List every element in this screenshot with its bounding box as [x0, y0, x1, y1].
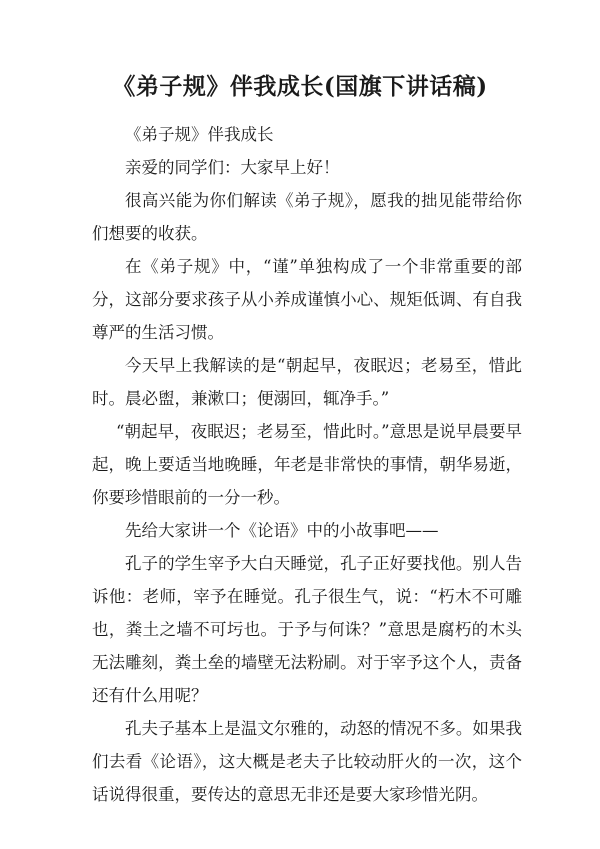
document-body [92, 118, 522, 811]
story-intro-paragraph: 先给大家讲一个《论语》中的小故事吧—— [125, 521, 439, 540]
story-paragraph: 孔子的学生宰予大白天睡觉，孔子正好要找他。别人告诉他：老师，宰予在睡觉。孔子很生气，说：“朽木不可雕也，粪土之墙不可圬也。于予与何诛？”意思是腐朽的木头无法雕刻，粪土垒的墙壁无法粉刷。对于宰予这个人，责备还有什么用呢？ [92, 554, 522, 705]
subtitle-paragraph: 《弟子规》伴我成长 [125, 125, 274, 144]
greeting-paragraph: 亲爱的同学们：大家早上好！ [125, 158, 340, 177]
conclusion-paragraph: 孔夫子基本上是温文尔雅的，动怒的情况不多。如果我们去看《论语》，这大概是老夫子比较动肝火的一次，这个话说得很重，要传达的意思无非还是要大家珍惜光阴。 [92, 719, 522, 804]
jin-paragraph: 在《弟子规》中，“谨”单独构成了一个非常重要的部分，这部分要求孩子从小养成谨慎小心、规矩低调、有自我尊严的生活习惯。 [92, 257, 522, 342]
document-title: 《弟子规》伴我成长(国旗下讲话稿) [112, 73, 488, 100]
quote-paragraph: 今天早上我解读的是“朝起早，夜眠迟；老易至，惜此时。晨必盥，兼漱口；便溺回，辄净手。” [92, 356, 522, 408]
meaning-paragraph: “朝起早，夜眠迟；老易至，惜此时。”意思是说早晨要早起，晚上要适当地晚睡，年老是非常快的事情，朝华易逝，你要珍惜眼前的一分一秒。 [92, 422, 522, 507]
intro-paragraph: 很高兴能为你们解读《弟子规》，愿我的拙见能带给你们想要的收获。 [92, 191, 522, 243]
